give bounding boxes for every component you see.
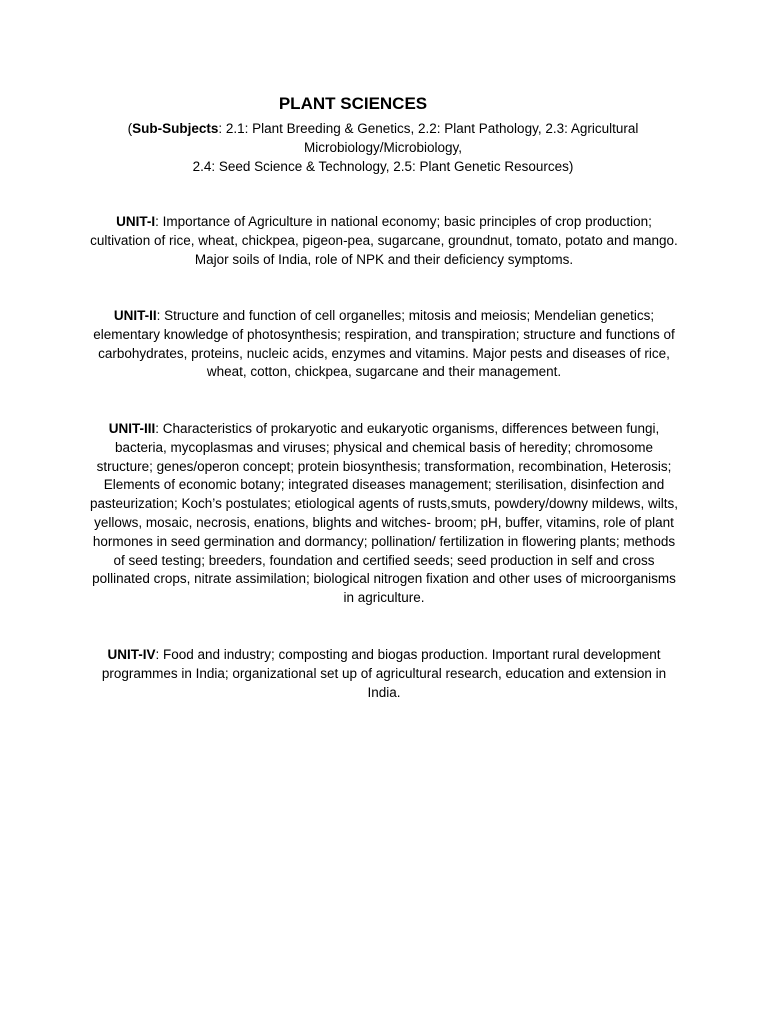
unit-2-text: : Structure and function of cell organelles; mitosis and meiosis; Mendelian genetics; elementary knowledge of photosynthesis; respiration, and transpiration; structure and functions of carbohydrates, proteins, nucleic acids, enzymes and vitamins. Major pests and diseases of rice, wheat, cotton, chickpea, sugarcane and their management. [93,308,675,380]
unit-3-label: UNIT-III [108,421,156,436]
unit-2-paragraph [88,307,680,382]
unit-3-paragraph [88,420,680,608]
unit-4-paragraph [88,646,680,702]
unit-3-text: : Characteristics of prokaryotic and eukaryotic organisms, differences between fungi, bacteria, mycoplasmas and viruses; physical and chemical basis of heredity; chromosome structure; genes/operon concept; protein biosynthesis; transformation, recombination, Heterosis; Elements of economic botany; integrated diseases management; sterilisation, disinfection and pasteurization; Koch’s postulates; etiological agents of rusts,smuts, powdery/downy mildews, wilts, yellows, mosaic, necrosis, enations, blights and witches- broom; pH, buffer, vitamins, role of plant hormones in seed germination and dormancy; pollination/ fertilization in flowering plants; methods of seed testing; breeders, foundation and certified seeds; seed production in self and cross pollinated crops, nitrate assimilation; biological nitrogen fixation and other uses of microorganisms in agriculture. [89,421,679,606]
unit-2-label: UNIT-II [113,308,157,323]
page-title: PLANT SCIENCES [278,94,428,113]
unit-1-text: : Importance of Agriculture in national economy; basic principles of crop production; cultivation of rice, wheat, chickpea, pigeon-pea, sugarcane, groundnut, tomato, potato and mango. Major soils of India, role of NPK and their deficiency symptoms. [90,214,678,267]
sub-subjects-label: Sub-Subjects [132,121,219,136]
unit-4-text: : Food and industry; composting and biogas production. Important rural development programmes in India; organizational set up of agricultural research, education and extension in India. [101,647,667,700]
sub-subjects-line2: 2.4: Seed Science & Technology, 2.5: Plant Genetic Resources) [192,159,574,174]
unit-1-label: UNIT-I [116,214,156,229]
sub-subjects-line1: : 2.1: Plant Breeding & Genetics, 2.2: Plant Pathology, 2.3: Agricultural Microbiology/Microbiology, [218,121,639,155]
unit-4-label: UNIT-IV [107,647,156,662]
open-paren: ( [127,121,133,136]
sub-subjects [88,119,678,176]
unit-1-paragraph [88,213,680,269]
